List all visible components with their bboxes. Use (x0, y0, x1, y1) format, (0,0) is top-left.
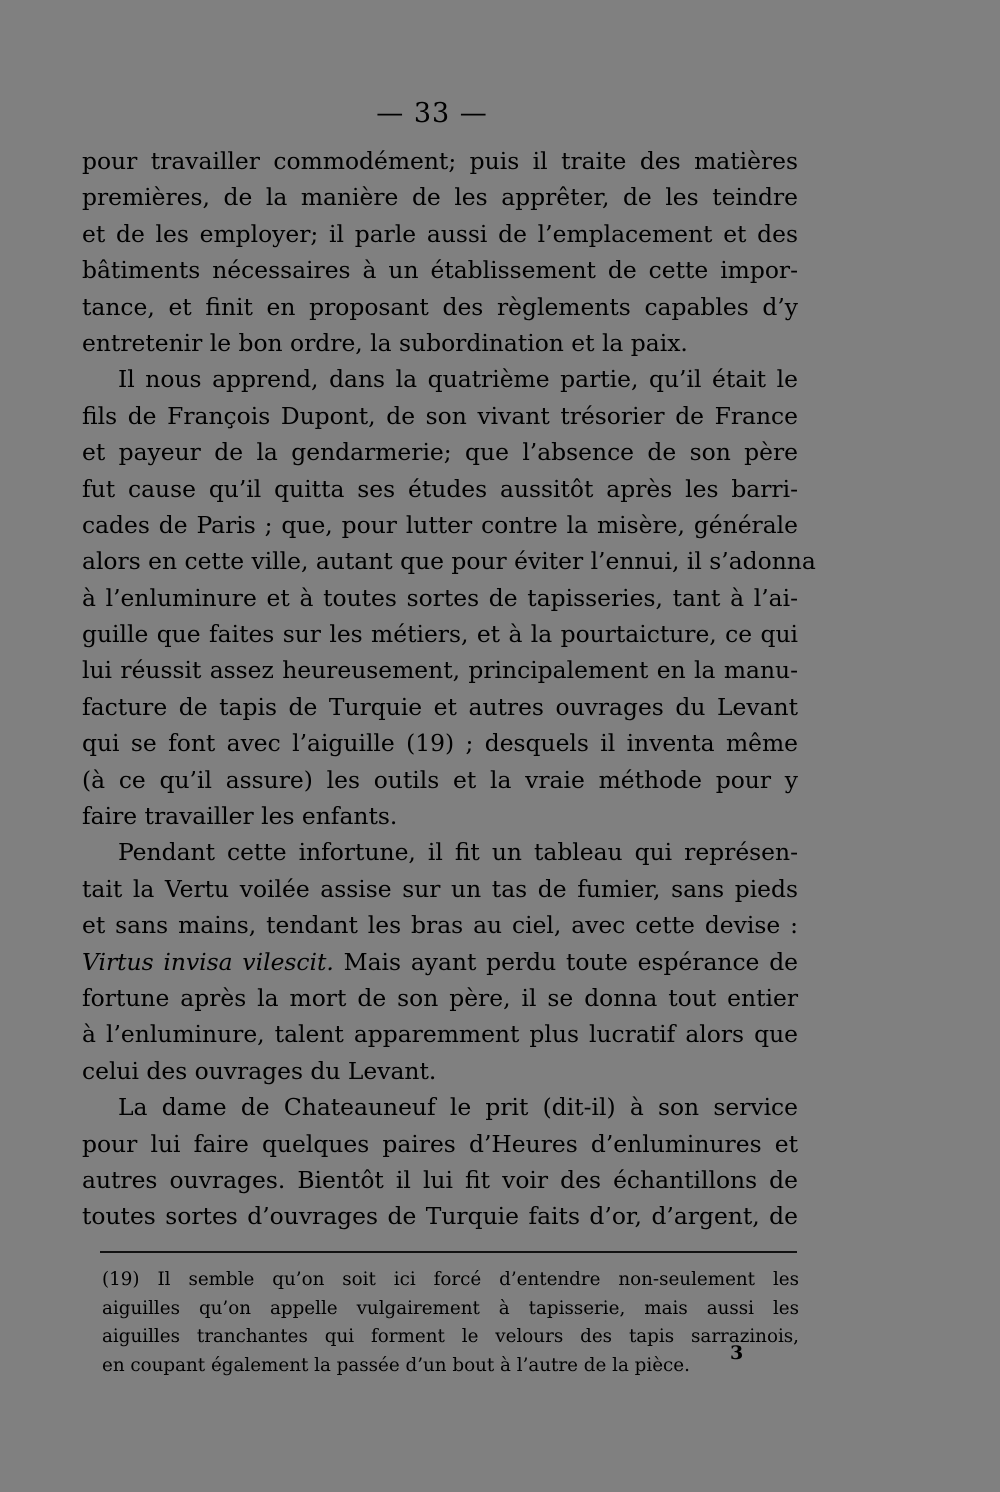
footnote (102, 1266, 799, 1380)
text-line: (à ce qu’il assure) les outils et la vraie méthode pour y (82, 765, 798, 794)
text-line: facture de tapis de Turquie et autres ouvrages du Levant (82, 692, 798, 721)
text-line: tait la Vertu voilée assise sur un tas de fumier, sans pieds (82, 874, 798, 903)
text-line: fortune après la mort de son père, il se donna tout entier (82, 983, 798, 1012)
paragraph-2 (82, 361, 816, 834)
text-line: et payeur de la gendarmerie; que l’absence de son père (82, 438, 798, 467)
text-line: entretenir le bon ordre, la subordination et la paix. (82, 328, 688, 357)
footnote-line: (19) Il semble qu’on soit ici forcé d’entendre non-seulement les (102, 1269, 799, 1290)
footnote-line: aiguilles tranchantes qui forment le velours des tapis sarrazinois, (102, 1326, 799, 1347)
text-line: pour lui faire quelques paires d’Heures d’enluminures et (82, 1129, 798, 1158)
text-line: alors en cette ville, autant que pour éviter l’ennui, il s’adonna (82, 547, 816, 576)
footnote-line: en coupant également la passée d’un bout à l’autre de la pièce. (102, 1354, 690, 1376)
paragraph-1 (82, 143, 798, 361)
text-line: et sans mains, tendant les bras au ciel, avec cette devise : (82, 911, 798, 940)
signature-mark: 3 (730, 1342, 744, 1364)
text-line: fut cause qu’il quitta ses études aussitôt après les barri- (82, 474, 798, 503)
text-line: toutes sortes d’ouvrages de Turquie faits d’or, d’argent, de (82, 1202, 798, 1231)
text-line: autres ouvrages. Bientôt il lui fit voir des échantillons de (82, 1165, 798, 1194)
text-line: tance, et finit en proposant des règlements capables d’y (82, 292, 798, 321)
text-line: qui se font avec l’aiguille (19) ; desquels il inventa même (82, 729, 798, 758)
text-line: fils de François Dupont, de son vivant trésorier de France (82, 401, 798, 430)
footnote-line: aiguilles qu’on appelle vulgairement à tapisserie, mais aussi les (102, 1297, 799, 1319)
text-line: guille que faites sur les métiers, et à la pourtaicture, ce qui (82, 620, 798, 649)
text-line: et de les employer; il parle aussi de l’emplacement et des (82, 219, 798, 248)
text-line: Pendant cette infortune, il fit un tableau qui représen- (118, 838, 798, 867)
text-line: lui réussit assez heureusement, principalement en la manu- (82, 656, 798, 685)
page-number: — 33 — (376, 98, 488, 129)
footnote-divider (100, 1251, 797, 1253)
text-fragment: Mais ayant perdu toute espérance de (333, 947, 799, 976)
paragraph-3 (82, 834, 798, 1089)
text-line: à l’enluminure et à toutes sortes de tapisseries, tant à l’ai- (82, 583, 798, 612)
text-line: faire travailler les enfants. (82, 802, 398, 831)
text-line: Il nous apprend, dans la quatrième partie, qu’il était le (118, 365, 798, 394)
text-line: premières, de la manière de les apprêter, de les teindre (82, 183, 798, 212)
latin-motto: Virtus invisa vilescit. (82, 947, 334, 976)
paragraph-4 (82, 1089, 798, 1235)
text-line: celui des ouvrages du Levant. (82, 1056, 437, 1085)
body-text (82, 143, 816, 1235)
text-line: bâtiments nécessaires à un établissement de cette impor- (82, 256, 798, 285)
text-line: pour travailler commodément; puis il traite des matières (82, 147, 798, 175)
text-line: à l’enluminure, talent apparemment plus lucratif alors que (82, 1020, 798, 1049)
text-line: cades de Paris ; que, pour lutter contre la misère, générale (82, 510, 798, 539)
text-line-with-motto (82, 944, 798, 980)
text-line: La dame de Chateauneuf le prit (dit-il) à son service (118, 1093, 798, 1122)
